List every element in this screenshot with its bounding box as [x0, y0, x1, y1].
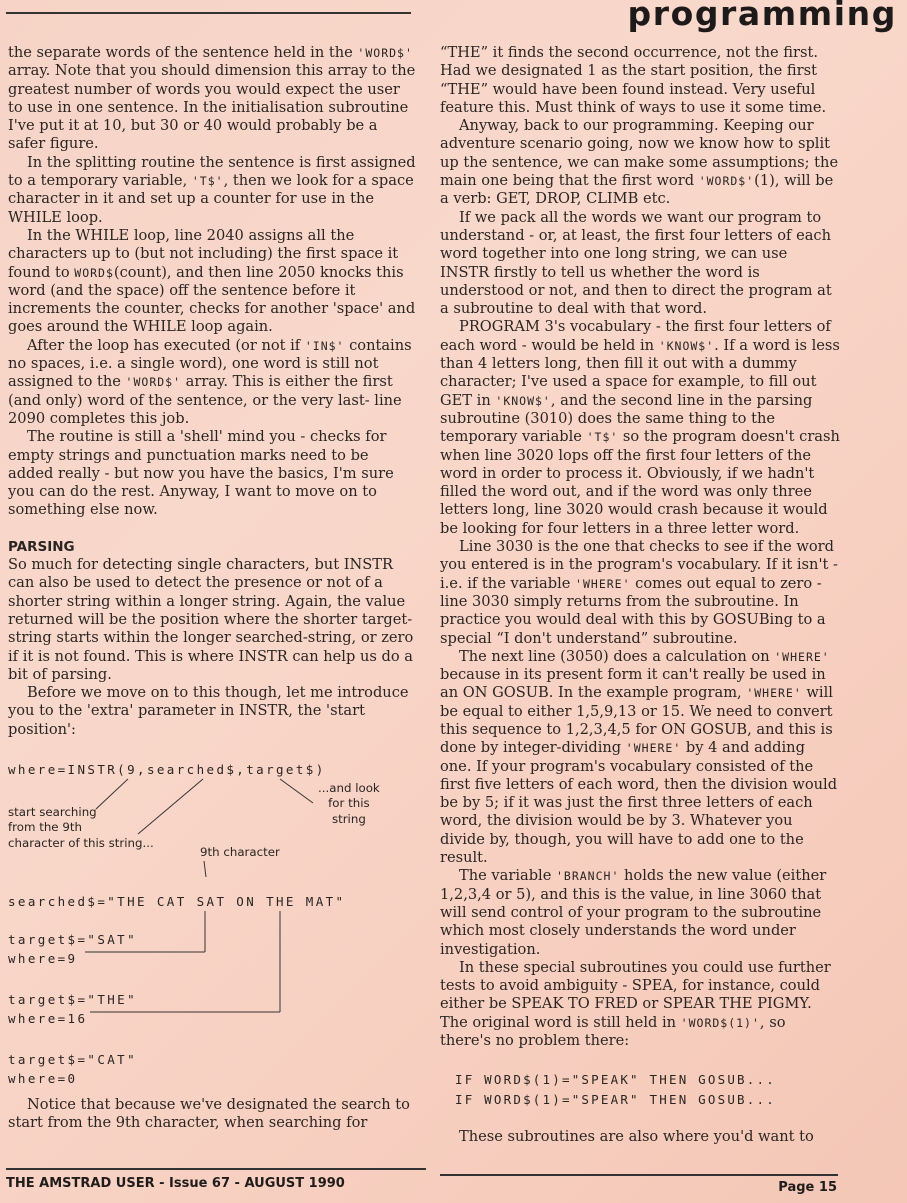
paragraph: Anyway, back to our programming. Keeping our adventure scenario going, now we know how to split up the sentence, we can make some assumptions; the main one being that the first word 'WORD$'(1), will be a verb: GET, DROP, CLIMB etc. — [440, 117, 839, 208]
paragraph: If we pack all the words we want our program to understand - or, at least, the first four letters of each word together into one long string, we can use INSTR firstly to tell us whether the word is understood or not, and then to direct the program at a subroutine to deal with that word. — [440, 208, 832, 318]
publication-footer: THE AMSTRAD USER - Issue 67 - AUGUST 1990 — [6, 1176, 345, 1191]
paragraph: The variable 'BRANCH' holds the new value (either 1,2,3,4 or 5), and this is the value, in line 3060 that will send control of your program to the subroutine which most closely understands the word under investigation. — [440, 867, 827, 958]
example-target: target$="SAT" — [8, 931, 138, 947]
footer-rule — [440, 1174, 838, 1176]
annotation-start: start searching from the 9th character of this string... — [8, 804, 154, 850]
annotation-look: ...and look for this string — [318, 780, 380, 826]
right-column — [440, 44, 840, 1147]
paragraph: After the loop has executed (or not if 'IN$' contains no spaces, i.e. a single word), one word is still not assigned to the 'WORD$' array. This is either the first (and only) word of the sentence, or the very last- line 2090 completes this job. — [8, 336, 412, 427]
annotation-ninth-character: 9th character — [200, 844, 280, 859]
paragraph: These subroutines are also where you'd want to — [459, 1128, 814, 1146]
header-rule — [6, 12, 411, 14]
left-column — [8, 44, 418, 1133]
pointer-line — [204, 861, 206, 877]
example-target: target$="THE" — [8, 991, 138, 1007]
code-line: IF WORD$(1)="SPEAR" THEN GOSUB... — [455, 1092, 776, 1108]
paragraph: “THE” it finds the second occurrence, not the first. Had we designated 1 as the start position, the first “THE” would have been found instead. Very useful feature this. Must think of ways to use it some time. — [440, 44, 827, 116]
paragraph: In the WHILE loop, line 2040 assigns all the characters up to (but not including) the first space it found to WORD$(count), and then line 2050 knocks this word (and the space) off the sentence before it increments the counter, checks for another 'space' and goes around the WHILE loop again. — [8, 226, 416, 336]
paragraph: In the splitting routine the sentence is first assigned to a temporary variable, 'T$', then we look for a space character in it and set up a counter for use in the WHILE loop. — [8, 153, 416, 226]
code-line: IF WORD$(1)="SPEAK" THEN GOSUB... — [455, 1072, 776, 1088]
paragraph: So much for detecting single characters, but INSTR can also be used to detect the presence or not of a shorter string within a longer string. Again, the value returned will be the position where the shorter target-string starts within the longer searched-string, or zero if it is not found. This is where INSTR can help us do a bit of parsing. — [8, 556, 414, 683]
example-where: where=9 — [8, 950, 78, 966]
pointer-line — [280, 779, 313, 803]
section-heading: PARSING — [8, 538, 75, 555]
paragraph: The next line (3050) does a calculation on 'WHERE' because in its present form it can't really be used in an ON GOSUB. In the example program, 'WHERE' will be equal to either 1,5,9,13 or 15. We need to convert this sequence to 1,2,3,4,5 for ON GOSUB, and this is done by integer-dividing 'WHERE' by 4 and adding one. If your program's vocabulary consisted of the first five letters of each word, then the division would be by 5; if it was just the first three letters of each word, the division would be by 3. Whatever you divide by, though, you will have to add one to the result. — [440, 647, 838, 867]
searched-code-line: searched$="THE CAT SAT ON THE MAT" — [8, 893, 346, 909]
code-block — [455, 1070, 840, 1110]
paragraph: Notice that because we've designated the search to start from the 9th character, when searching for — [8, 1095, 410, 1132]
paragraph: Before we move on to this though, let me introduce you to the 'extra' parameter in INSTR, the 'start position': — [8, 684, 409, 738]
example-target: target$="CAT" — [8, 1051, 138, 1067]
example-where: where=16 — [8, 1010, 88, 1026]
paragraph: Line 3030 is the one that checks to see if the word you entered is in the program's vocabulary. If it isn't - i.e. if the variable 'WHERE' comes out equal to zero - line 3030 simply returns from the subroutine. In practice you would deal with this by GOSUBing to a special “I don't understand” subroutine. — [440, 538, 838, 647]
instr-code-line: where=INSTR(9,searched$,target$) — [8, 761, 326, 777]
section-title: programming — [627, 0, 897, 33]
paragraph: the separate words of the sentence held in the 'WORD$' array. Note that you should dimension this array to the greatest number of words you would expect the user to use in one sentence. In the initialisation subroutine I've put it at 10, but 30 or 40 would probably be a safer figure. — [8, 44, 416, 153]
paragraph: In these special subroutines you could use further tests to avoid ambiguity - SPEA, for instance, could either be SPEAK TO FRED or SPEAR THE PIGMY. The original word is still held in 'WORD$(1)', so there's no problem there: — [440, 958, 831, 1050]
paragraph: PROGRAM 3's vocabulary - the first four letters of each word - would be held in 'KNOW$'. If a word is less than 4 letters long, then fill it out with a dummy character; I've used a space for example, to fill out GET in 'KNOW$', and the second line in the parsing subroutine (3010) does the same thing to the temporary variable 'T$' so the program doesn't crash when line 3020 lops off the first four letters of the word in order to process it. Obviously, if we hadn't filled the word out, and if the word was only three letters long, line 3020 would crash because it would be looking for four letters in a three letter word. — [440, 318, 840, 537]
paragraph: The routine is still a 'shell' mind you - checks for empty strings and punctuation marks need to be added really - but now you have the basics, I'm sure you can do the rest. Anyway, I want to move on to something else now. — [8, 428, 394, 519]
page-number: Page 15 — [778, 1180, 837, 1195]
instr-diagram — [8, 761, 418, 1096]
example-where: where=0 — [8, 1070, 78, 1086]
footer-rule — [6, 1168, 426, 1170]
